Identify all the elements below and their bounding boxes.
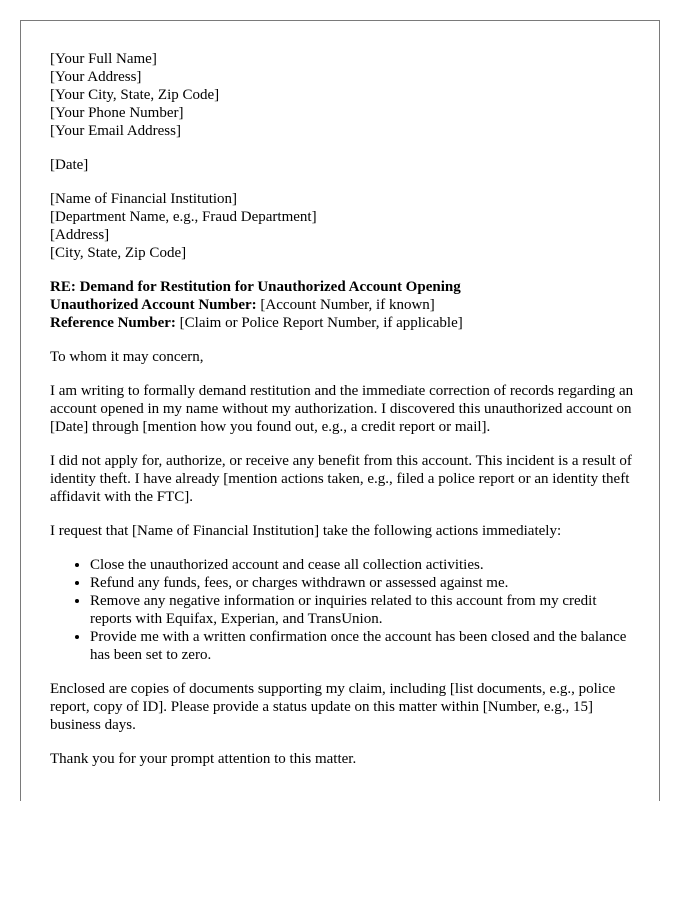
sender-city-state-zip: [Your City, State, Zip Code]: [50, 87, 220, 103]
recipient-city-state-zip: [City, State, Zip Code]: [50, 245, 187, 261]
list-item: • Refund any funds, fees, or charges withdrawn or assessed against me.: [90, 574, 640, 592]
sender-block: [50, 50, 640, 140]
subject-block: [50, 278, 640, 332]
sender-name: [Your Full Name]: [50, 51, 157, 67]
account-number-line: [50, 296, 640, 314]
list-item: • Remove any negative information or inquiries related to this account from my credit reports with Equifax, Experian, and TransUnion.: [90, 592, 640, 628]
letter-content: [50, 50, 640, 784]
recipient-department: [Department Name, e.g., Fraud Department]: [50, 209, 317, 225]
reference-number-line: [50, 314, 640, 332]
paragraph-enclosure: Enclosed are copies of documents supporting my claim, including [list documents, e.g., police report, copy of ID]. Please provide a status update on this matter within [Number, e.g., 15] business days.: [50, 681, 616, 733]
recipient-block: [50, 190, 640, 262]
paragraph-discovery: I am writing to formally demand restitution and the immediate correction of records regarding an account opened in my name without my authorization. I discovered this unauthorized account on [Date] through [mention how you found out, e.g., a credit report or mail].: [50, 383, 634, 435]
re-line: RE: Demand for Restitution for Unauthorized Account Opening: [50, 279, 461, 295]
list-item: • Provide me with a written confirmation once the account has been closed and the balance has been set to zero.: [90, 628, 640, 664]
sender-address: [Your Address]: [50, 69, 142, 85]
paragraph-request: I request that [Name of Financial Institution] take the following actions immediately:: [50, 523, 562, 539]
account-number-label: Unauthorized Account Number:: [50, 297, 257, 313]
reference-number-label: Reference Number:: [50, 315, 176, 331]
salutation: To whom it may concern,: [50, 349, 204, 365]
letter-date: [Date]: [50, 157, 89, 173]
sender-email: [Your Email Address]: [50, 123, 181, 139]
recipient-institution: [Name of Financial Institution]: [50, 191, 238, 207]
reference-number-value: [Claim or Police Report Number, if applicable]: [175, 315, 463, 331]
paragraph-closing: Thank you for your prompt attention to this matter.: [50, 751, 357, 767]
date-block: [50, 156, 640, 174]
account-number-value: [Account Number, if known]: [256, 297, 435, 313]
sender-phone: [Your Phone Number]: [50, 105, 184, 121]
list-item: • Close the unauthorized account and cease all collection activities.: [90, 556, 640, 574]
letter-page: [20, 20, 660, 801]
paragraph-identity-theft: I did not apply for, authorize, or receive any benefit from this account. This incident is a result of identity theft. I have already [mention actions taken, e.g., filed a police report or an identity theft affidavit with the FTC].: [50, 453, 632, 505]
action-list: [50, 556, 640, 664]
recipient-address: [Address]: [50, 227, 110, 243]
